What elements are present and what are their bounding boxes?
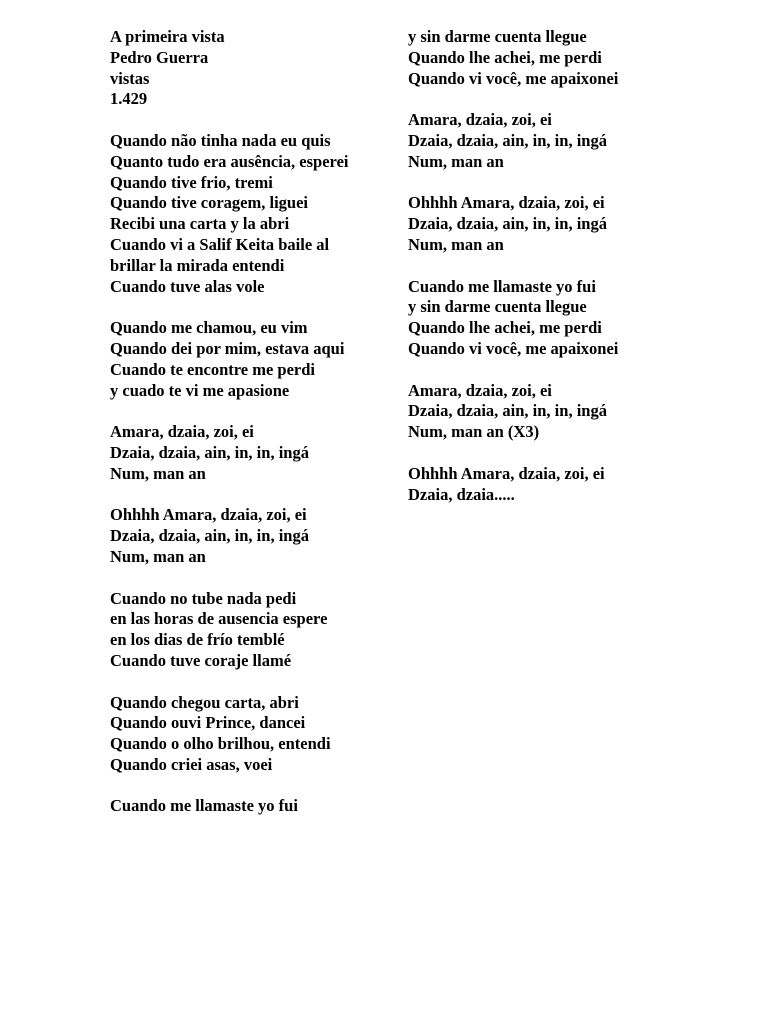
lyric-line: Quando não tinha nada eu quis bbox=[110, 130, 331, 150]
lyric-line: Amara, dzaia, zoi, ei bbox=[408, 110, 552, 130]
lyric-line: Cuando no tube nada pedi bbox=[110, 588, 297, 608]
lyric-line: Cuando me llamaste yo fui bbox=[408, 276, 596, 296]
lyric-stanza bbox=[408, 110, 668, 172]
lyric-line: Quando dei por mim, estava aqui bbox=[110, 338, 345, 358]
lyric-line: Cuando tuve coraje llamé bbox=[110, 650, 292, 670]
left-column bbox=[110, 27, 360, 838]
lyric-line: Cuando te encontre me perdi bbox=[110, 359, 316, 379]
lyric-line: y cuado te vi me apasione bbox=[110, 380, 290, 400]
lyric-line: Dzaia, dzaia, ain, in, in, ingá bbox=[408, 130, 607, 150]
lyric-line: Amara, dzaia, zoi, ei bbox=[408, 380, 552, 400]
lyric-stanza bbox=[110, 131, 360, 297]
lyric-line: Cuando tuve alas vole bbox=[110, 276, 265, 296]
lyric-stanza bbox=[408, 193, 668, 255]
lyric-stanza bbox=[408, 381, 668, 443]
lyric-line: Quando lhe achei, me perdi bbox=[408, 47, 602, 67]
lyric-stanza bbox=[408, 27, 668, 89]
lyric-line: Quanto tudo era ausência, esperei bbox=[110, 151, 349, 171]
lyric-line: Quando o olho brilhou, entendi bbox=[110, 734, 331, 754]
right-column bbox=[408, 27, 668, 526]
lyric-line: Quando vi você, me apaixonei bbox=[408, 68, 619, 88]
lyric-line: Quando tive frio, tremi bbox=[110, 172, 273, 192]
lyric-line: Dzaia, dzaia, ain, in, in, ingá bbox=[408, 214, 607, 234]
lyric-stanza bbox=[110, 422, 360, 484]
lyric-line: Quando me chamou, eu vim bbox=[110, 318, 308, 338]
lyric-line: Ohhhh Amara, dzaia, zoi, ei bbox=[110, 505, 307, 525]
lyric-line: y sin darme cuenta llegue bbox=[408, 297, 587, 317]
views-count: 1.429 bbox=[110, 89, 148, 109]
lyric-line: Num, man an bbox=[408, 151, 504, 171]
lyric-line: Num, man an bbox=[408, 234, 504, 254]
lyric-line: Dzaia, dzaia, ain, in, in, ingá bbox=[110, 526, 309, 546]
lyric-line: Num, man an bbox=[110, 546, 206, 566]
lyric-line: Quando chegou carta, abri bbox=[110, 692, 299, 712]
lyric-line: Ohhhh Amara, dzaia, zoi, ei bbox=[408, 463, 605, 483]
lyric-line: Num, man an bbox=[110, 463, 206, 483]
lyric-line: Num, man an (X3) bbox=[408, 422, 540, 442]
lyric-stanza bbox=[110, 505, 360, 567]
lyric-line: Dzaia, dzaia..... bbox=[408, 484, 515, 504]
lyric-line: Quando tive coragem, liguei bbox=[110, 193, 308, 213]
lyric-line: Quando criei asas, voei bbox=[110, 754, 273, 774]
lyric-line: en los dias de frío temblé bbox=[110, 630, 285, 650]
lyric-line: Dzaia, dzaia, ain, in, in, ingá bbox=[110, 442, 309, 462]
lyric-stanza bbox=[408, 277, 668, 360]
song-header bbox=[110, 27, 360, 110]
song-artist: Pedro Guerra bbox=[110, 47, 209, 67]
lyric-line: Quando vi você, me apaixonei bbox=[408, 338, 619, 358]
lyric-line: Ohhhh Amara, dzaia, zoi, ei bbox=[408, 193, 605, 213]
lyric-line: Amara, dzaia, zoi, ei bbox=[110, 422, 254, 442]
views-label: vistas bbox=[110, 68, 150, 88]
lyric-line: Cuando vi a Salif Keita baile al brillar la mirada entendi bbox=[110, 234, 334, 275]
lyric-line: en las horas de ausencia espere bbox=[110, 609, 328, 629]
lyric-line: Quando lhe achei, me perdi bbox=[408, 318, 602, 338]
lyric-stanza bbox=[110, 318, 360, 401]
song-title: A primeira vista bbox=[110, 27, 225, 46]
lyric-line: Quando ouvi Prince, dancei bbox=[110, 713, 306, 733]
lyric-line: y sin darme cuenta llegue bbox=[408, 27, 587, 46]
lyric-line: Recibi una carta y la abri bbox=[110, 214, 290, 234]
lyric-line: Cuando me llamaste yo fui bbox=[110, 796, 298, 816]
lyric-line: Dzaia, dzaia, ain, in, in, ingá bbox=[408, 401, 607, 421]
right-lyrics bbox=[408, 27, 668, 505]
left-lyrics bbox=[110, 131, 360, 817]
lyric-stanza bbox=[110, 589, 360, 672]
lyric-stanza bbox=[408, 464, 668, 506]
lyric-stanza bbox=[110, 693, 360, 776]
lyric-stanza bbox=[110, 796, 360, 817]
